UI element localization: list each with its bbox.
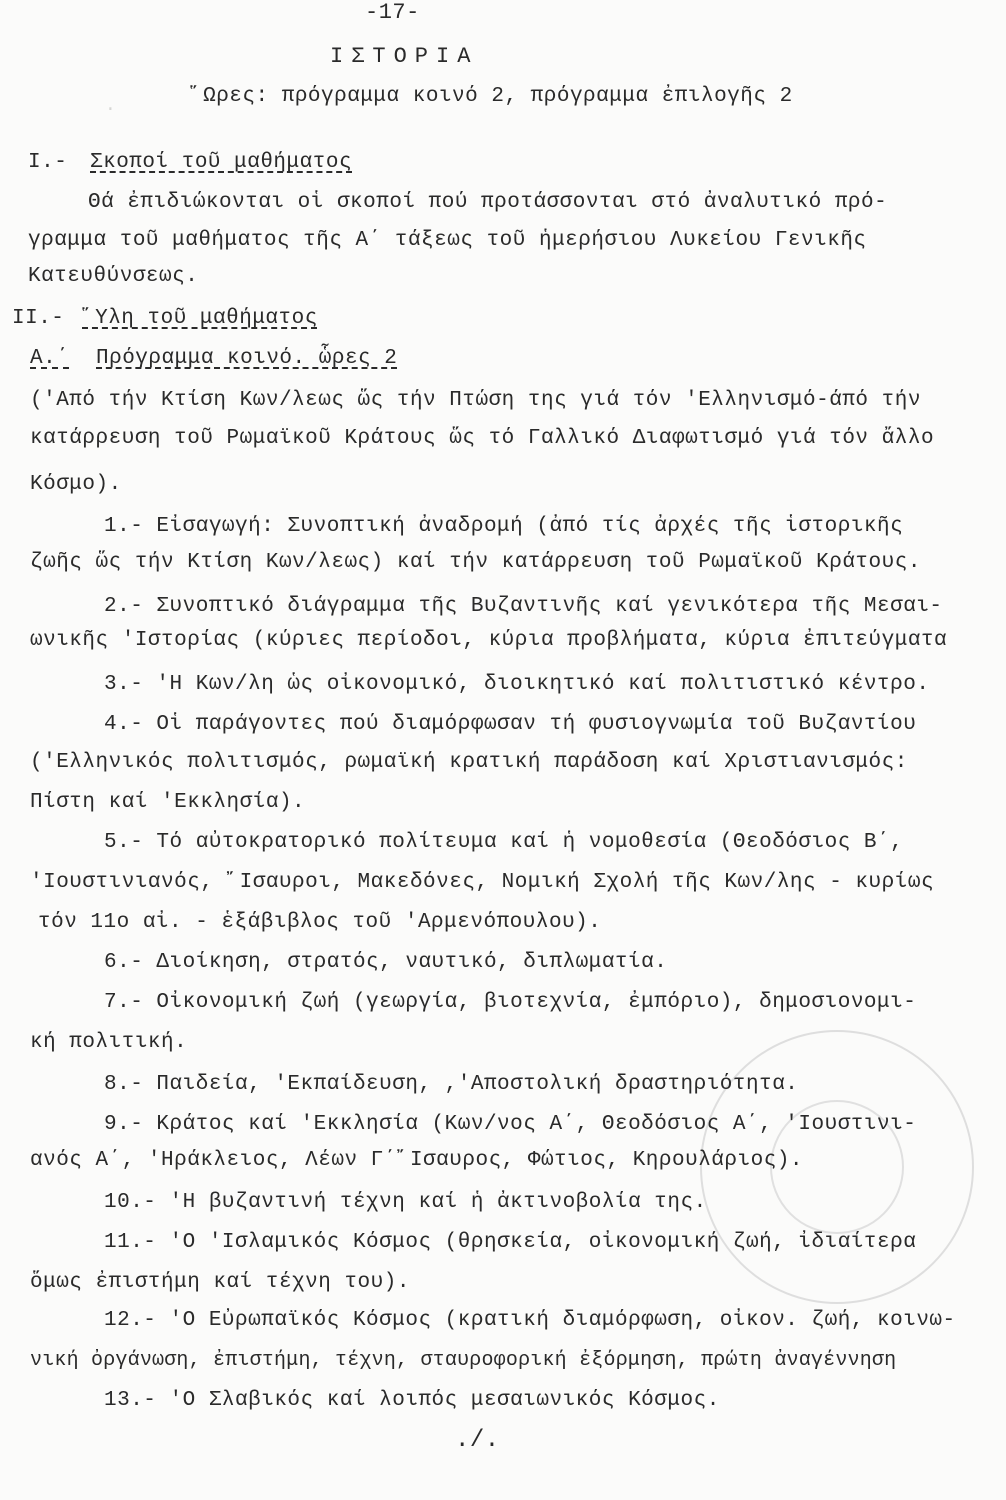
intro-line: κατάρρευση τοῦ Ρωμαϊκοῦ Κράτους ὥς τό Γαλλικό Διαφωτισμό γιά τόν ἄλλο [30,427,935,450]
intro-line: ('Από τήν Κτίση Κων/λεως ὥς τήν Πτώση της γιά τόν 'Ελληνισμό-άπό τήν [30,389,921,412]
end-mark: ./. [455,1427,500,1454]
list-item: 12.- 'Ο Εὐρωπαϊκός Κόσμος (κρατική διαμόρφωση, οἰκον. ζωή, κοινω- [104,1309,956,1332]
list-item: ὅμως ἐπιστήμη καί τέχνη του). [30,1271,410,1294]
section1-body-line: Θά ἐπιδιώκονται οἱ σκοποί πού προτάσσονται στό ἀναλυτικό πρό- [88,191,888,214]
list-item: κή πολιτική. [30,1031,188,1054]
list-item: 3.- 'Η Κων/λη ὡς οἰκονομικό, διοικητικό καί πολιτιστικό κέντρο. [104,673,930,696]
list-item: 5.- Τό αὐτοκρατορικό πολίτευμα καί ἡ νομοθεσία (Θεοδόσιος Β΄, [104,831,904,854]
list-item: 13.- 'Ο Σλαβικός καί λοιπός μεσαιωνικός Κόσμος. [104,1389,720,1412]
subsection-heading: Πρόγραμμα κοινό. ὧρες 2 [96,347,398,370]
list-item: 4.- Οἱ παράγοντες πού διαμόρφωσαν τή φυσιογνωμία τοῦ Βυζαντίου [104,713,917,736]
list-item: 2.- Συνοπτικό διάγραμμα τῆς Βυζαντινῆς καί γενικότερα τῆς Μεσαι- [104,595,943,618]
section1-body-line: Κατευθύνσεως. [28,265,199,288]
list-item: 'Ιουστινιανός, ῎Ισαυροι, Μακεδόνες, Νομική Σχολή τῆς Κων/λης - κυρίως [30,871,935,894]
section2-number: ΙΙ.- [12,307,65,330]
bleed-through-text: · [105,100,117,120]
list-item: ανός Α΄, 'Ηράκλειος, Λέων Γ΄῎Ισαυρος, Φώτιος, Κηρουλάριος). [30,1149,804,1172]
section2-heading: ῞Υλη τοῦ μαθήματος [82,307,318,330]
list-item: νική ὀργάνωση, ἐπιστήμη, τέχνη, σταυροφορική ἐξόρμηση, πρώτη ἀναγέννηση [30,1349,897,1372]
list-item: 6.- Διοίκηση, στρατός, ναυτικό, διπλωματία. [104,951,668,974]
list-item: 9.- Κράτος καί 'Εκκλησία (Κων/νος Α΄, Θεοδόσιος Α΄, 'Ιουστινι- [104,1113,917,1136]
list-item: 10.- 'Η βυζαντινή τέχνη καί ἡ ἀκτινοβολία της. [104,1191,707,1214]
page-title: ΙΣΤΟΡΙΑ [330,44,479,69]
subsection-number: Α.΄ [30,347,70,370]
list-item: 11.- 'Ο 'Ισλαμικός Κόσμος (θρησκεία, οἰκονομική ζωή, ἰδιαίτερα [104,1231,917,1254]
intro-line: Κόσμο). [30,473,122,496]
list-item: 7.- Οἰκονομική ζωή (γεωργία, βιοτεχνία, ἐμπόριο), δημοσιονομι- [104,991,917,1014]
list-item: ('Ελληνικός πολιτισμός, ρωμαϊκή κρατική παράδοση καί Χριστιανισμός: [30,751,908,774]
list-item: τόν 11ο αἰ. - ἑξάβιβλος τοῦ 'Αρμενόπουλου). [38,911,602,934]
page-number: -17- [365,0,420,25]
list-item: ζωῆς ὥς τήν Κτίση Κων/λεως) καί τήν κατάρρευση τοῦ Ρωμαϊκοῦ Κράτους. [30,551,921,574]
section1-heading: Σκοποί τοῦ μαθήματος [90,151,353,174]
list-item: Πίστη καί 'Εκκλησία). [30,791,306,814]
section1-body-line: γραμμα τοῦ μαθήματος τῆς Α΄ τάξεως τοῦ ἡμερήσιου Λυκείου Γενικῆς [28,229,867,252]
section1-number: Ι.- [28,151,68,174]
hours-line: ῞Ωρες: πρόγραμμα κοινό 2, πρόγραμμα ἐπιλογῆς 2 [190,85,793,108]
list-item: 8.- Παιδεία, 'Εκπαίδευση, ,'Αποστολική δραστηριότητα. [104,1073,799,1096]
list-item: 1.- Εἰσαγωγή: Συνοπτική ἀναδρομή (ἀπό τίς ἀρχές τῆς ἱστορικῆς [104,515,904,538]
list-item: ωνικῆς 'Ιστορίας (κύριες περίοδοι, κύρια προβλήματα, κύρια ἐπιτεύγματα [30,629,948,652]
